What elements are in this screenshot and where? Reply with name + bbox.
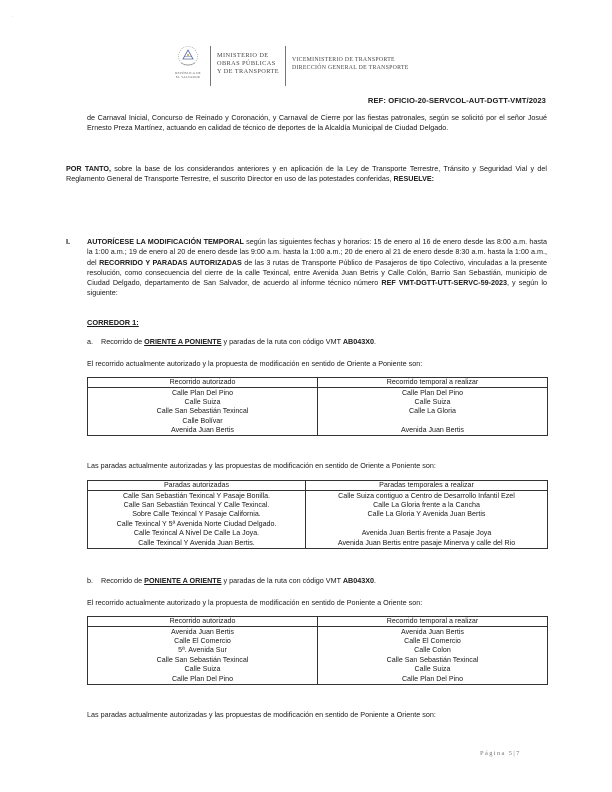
- reference-number: REF: OFICIO-20-SERVCOL-AUT-DGTT-VMT/2023: [367, 96, 546, 105]
- section-a-code: AB043X0: [342, 337, 374, 346]
- section-b-post: y paradas de la ruta con código VMT: [221, 576, 343, 585]
- table-cell: Calle Plan Del Pino: [88, 674, 318, 684]
- table-cell: Avenida Juan Bertis entre pasaje Minerva y calle del Rio: [306, 538, 548, 548]
- table-cell: Avenida Juan Bertis: [318, 426, 548, 436]
- table-cell: Calle Texincal Y 5ª Avenida Norte Ciudad Delgado.: [88, 520, 306, 529]
- table-row: [88, 520, 548, 529]
- item-i-lead: AUTORÍCESE LA MODIFICACIÓN TEMPORAL: [87, 237, 244, 246]
- stops-a-header-authorized: Paradas autorizadas: [88, 481, 306, 491]
- seal-text-2: EL SALVADOR: [175, 74, 201, 79]
- letterhead: [172, 44, 409, 96]
- table-cell: Calle Suiza: [88, 665, 318, 674]
- route-b-header-temporary: Recorrido temporal a realizar: [318, 617, 548, 627]
- table-cell: Calle Suiza contiguo a Centro de Desarrollo Infantil Ezel: [306, 491, 548, 501]
- table-row: [88, 529, 548, 538]
- item-i-paragraph: [87, 237, 547, 299]
- table-cell: Calle San Sebastián Texincal Y Calle Texincal.: [88, 501, 306, 510]
- section-b-label: b.: [87, 576, 93, 585]
- table-cell: Avenida Juan Bertis: [318, 627, 548, 637]
- route-b-header-authorized: Recorrido autorizado: [88, 617, 318, 627]
- section-b-route-intro: El recorrido actualmente autorizado y la propuesta de modificación en sentido de Poniente a Oriente son:: [87, 598, 423, 607]
- ministry-line-1: MINISTERIO DE: [217, 52, 269, 59]
- section-a-direction: ORIENTE A PONIENTE: [144, 337, 222, 346]
- table-cell: Calle San Sebastián Texincal: [88, 407, 318, 416]
- table-row: [88, 665, 548, 674]
- section-a-stops-intro: Las paradas actualmente autorizadas y las propuestas de modificación en sentido de Oriente a Poniente son:: [87, 461, 436, 470]
- item-numeral: I.: [66, 237, 71, 246]
- table-cell: Calle Texincal Y Avenida Juan Bertis.: [88, 538, 306, 548]
- table-cell: Calle Suiza: [318, 665, 548, 674]
- table-row: [88, 656, 548, 665]
- table-cell: Calle La Gloria Y Avenida Juan Bertis: [306, 510, 548, 519]
- section-a-route-intro: El recorrido actualmente autorizado y la propuesta de modificación en sentido de Oriente a Poniente son:: [87, 359, 423, 368]
- section-b-code: AB043X0: [342, 576, 374, 585]
- section-a-post2: .: [374, 337, 376, 346]
- table-row: [88, 407, 548, 416]
- table-cell: Calle San Sebastián Texincal: [318, 656, 548, 665]
- table-cell: Calle Colon: [318, 646, 548, 655]
- table-row: [88, 674, 548, 684]
- table-cell: [306, 520, 548, 529]
- table-row: [88, 426, 548, 436]
- route-table-a: [87, 377, 548, 436]
- table-header-row: [88, 481, 548, 491]
- table-cell: Calle Plan Del Pino: [88, 388, 318, 398]
- table-row: [88, 637, 548, 646]
- item-i-bold-2: RECORRIDO Y PARADAS AUTORIZADAS: [99, 257, 242, 267]
- table-cell: Calle El Comercio: [88, 637, 318, 646]
- table-header-row: [88, 378, 548, 388]
- vice-ministry-name: [292, 56, 409, 72]
- vice-line-1: VICEMINISTERIO DE TRANSPORTE: [291, 57, 395, 63]
- table-cell: Calle Suiza: [318, 398, 548, 407]
- table-cell: Calle San Sebastián Texincal Y Pasaje Bonilla.: [88, 491, 306, 501]
- table-row: [88, 417, 548, 426]
- section-b-heading: [87, 576, 376, 586]
- table-row: [88, 501, 548, 510]
- table-cell: Avenida Juan Bertis: [88, 627, 318, 637]
- route-table-b: [87, 616, 548, 685]
- section-b-post2: .: [374, 576, 376, 585]
- table-cell: Avenida Juan Bertis: [88, 426, 318, 436]
- coat-of-arms-icon: [176, 44, 200, 70]
- table-cell: 5ª. Avenida Sur: [88, 646, 318, 655]
- section-b-direction: PONIENTE A ORIENTE: [144, 576, 222, 585]
- table-cell: Calle La Gloria frente a la Cancha: [306, 501, 548, 510]
- scan-mark: ·: [12, 14, 14, 20]
- table-row: [88, 398, 548, 407]
- section-a-post: y paradas de la ruta con código VMT: [221, 337, 343, 346]
- ministry-line-2: OBRAS PÚBLICAS: [217, 60, 276, 67]
- page-number: Página 5|7: [480, 750, 521, 757]
- section-a-label: a.: [87, 337, 93, 346]
- item-i-text-1: según las siguientes fechas y horarios: 15 de enero al 16 de enero desde las 8:00 a.m. hasta la 1:00 a.m.; 19 de enero al 20 de enero desde las 9:00 a.m. hasta la 1:00 a.m.; 20 de enero al 21 de enero desde 8:30 a.m. hasta la 1:00 a.m., del: [87, 237, 547, 267]
- table-row: [88, 510, 548, 519]
- seal-logo: [172, 44, 204, 84]
- table-row: [88, 538, 548, 548]
- vice-line-2: DIRECCIÓN GENERAL DE TRANSPORTE: [291, 65, 409, 71]
- resuelve-label: RESUELVE:: [393, 174, 435, 184]
- table-cell: Calle La Gloria: [318, 407, 548, 416]
- table-cell: Calle Texincal A Nivel De Calle La Joya.: [88, 529, 306, 538]
- table-cell: Avenida Juan Bertis frente a Pasaje Joya: [306, 529, 548, 538]
- route-a-header-authorized: Recorrido autorizado: [88, 378, 318, 388]
- item-i-text-3: , y según lo siguiente:: [87, 278, 547, 298]
- table-cell: Calle San Sebastián Texincal: [88, 656, 318, 665]
- table-header-row: [88, 617, 548, 627]
- table-row: [88, 388, 548, 398]
- header-divider-2: [285, 46, 286, 86]
- table-cell: Calle Bolívar: [88, 417, 318, 426]
- table-cell: Sobre Calle Texincal Y Pasaje California.: [88, 510, 306, 519]
- section-b-pre: Recorrido de: [101, 576, 145, 585]
- section-b-stops-intro: Las paradas actualmente autorizadas y las propuestas de modificación en sentido de Poniente a Oriente son:: [87, 710, 436, 719]
- table-cell: [318, 417, 548, 426]
- por-tanto-lead: POR TANTO,: [66, 164, 111, 173]
- por-tanto-paragraph: [66, 164, 547, 185]
- corredor-heading: CORREDOR 1:: [87, 318, 139, 327]
- table-cell: Calle Suiza: [88, 398, 318, 407]
- por-tanto-body: sobre la base de los considerandos anteriores y en aplicación de la Ley de Transporte Terrestre, Tránsito y Seguridad Vial y del Reglamento General de Transporte Terrestre, el suscrito Director en uso de las potestades conferidas,: [66, 164, 547, 184]
- table-cell: Calle Plan Del Pino: [318, 674, 548, 684]
- header-divider: [210, 46, 211, 86]
- table-row: [88, 646, 548, 655]
- seal-text-1: REPÚBLICA DE: [175, 71, 201, 75]
- section-a-pre: Recorrido de: [101, 337, 145, 346]
- item-i-bold-3: REF VMT-DGTT-UTT-SERVC-59-2023: [381, 278, 507, 288]
- route-a-header-temporary: Recorrido temporal a realizar: [318, 378, 548, 388]
- intro-paragraph: de Carnaval Inicial, Concurso de Reinado y Coronación, y Carnaval de Cierre por las fiestas patronales, según se solicitó por el señor Josué Ernesto Preza Martínez, actuando en calidad de técnico de deportes de la Alcaldía Municipal de Ciudad Delgado.: [87, 113, 547, 133]
- table-cell: Calle El Comercio: [318, 637, 548, 646]
- table-cell: Calle Plan Del Pino: [318, 388, 548, 398]
- stops-a-header-temporary: Paradas temporales a realizar: [306, 481, 548, 491]
- stops-table-a: [87, 480, 548, 549]
- ministry-name: [217, 52, 279, 76]
- table-row: [88, 491, 548, 501]
- ministry-line-3: Y DE TRANSPORTE: [217, 68, 279, 75]
- section-a-heading: [87, 337, 376, 347]
- table-row: [88, 627, 548, 637]
- item-i-text-2: de las 3 rutas de Transporte Público de Pasajeros de tipo Colectivo, vinculadas a la presente resolución, como consecuencia del cierre de la calle Texincal, entre Avenida Juan Betris y Calle Colón, Barrio San Sebastián, municipio de Ciudad Delgado, departamento de San Salvador, de acuerdo al informe técnico número: [87, 257, 547, 288]
